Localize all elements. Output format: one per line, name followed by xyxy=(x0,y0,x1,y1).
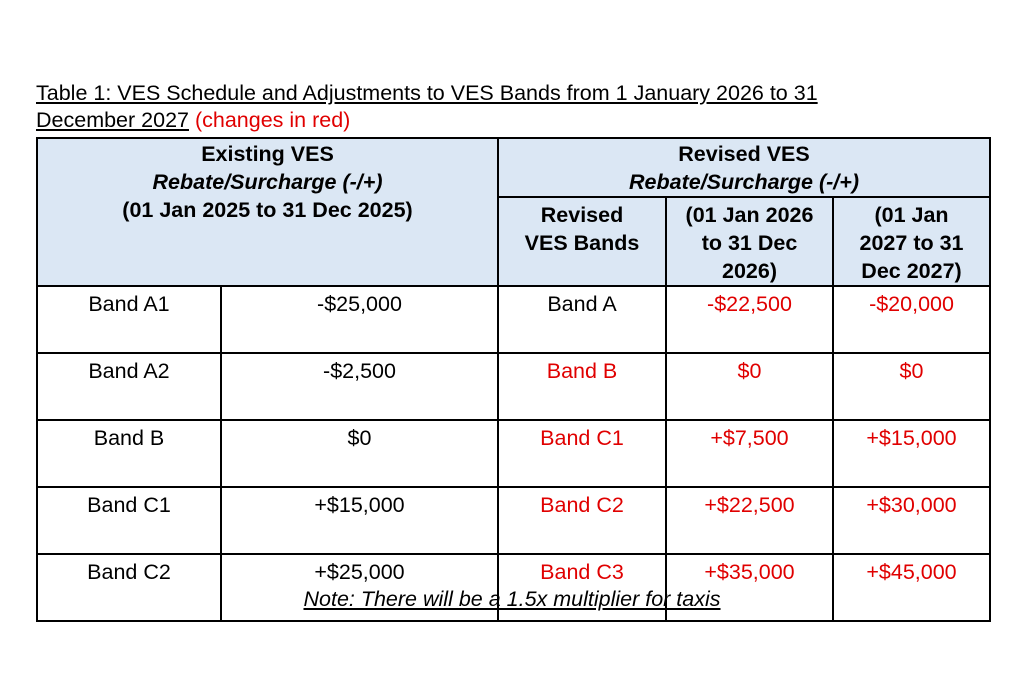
existing-band-cell: Band B xyxy=(37,420,221,487)
value-2026-cell: +$35,000 xyxy=(666,554,833,621)
revised-band-cell: Band A xyxy=(498,286,666,353)
existing-band-cell: Band A1 xyxy=(37,286,221,353)
table-row xyxy=(37,420,990,487)
ves-table xyxy=(36,137,991,622)
value-2027-cell: +$15,000 xyxy=(833,420,990,487)
revised-ves-subtitle: Rebate/Surcharge (-/+) xyxy=(629,170,859,194)
value-2027-cell: -$20,000 xyxy=(833,286,990,353)
existing-ves-title: Existing VES xyxy=(201,142,334,166)
value-2026-cell: +$22,500 xyxy=(666,487,833,554)
revised-band-cell: Band B xyxy=(498,353,666,420)
revised-band-cell: Band C1 xyxy=(498,420,666,487)
period-2027-header xyxy=(833,197,990,286)
existing-ves-period: (01 Jan 2025 to 31 Dec 2025) xyxy=(122,198,413,222)
value-2027-cell: +$45,000 xyxy=(833,554,990,621)
value-2026-cell: +$7,500 xyxy=(666,420,833,487)
value-2026-cell: $0 xyxy=(666,353,833,420)
taxi-multiplier-note: Note: There will be a 1.5x multiplier for taxis xyxy=(303,587,721,611)
existing-value-cell: +$25,000 xyxy=(221,554,498,621)
period-2026-header xyxy=(666,197,833,286)
existing-band-cell: Band C1 xyxy=(37,487,221,554)
existing-band-cell: Band C2 xyxy=(37,554,221,621)
period-2027-label: (01 Jan 2027 to 31 Dec 2027) xyxy=(859,203,964,283)
value-2026-cell: -$22,500 xyxy=(666,286,833,353)
existing-band-cell: Band A2 xyxy=(37,353,221,420)
existing-ves-subtitle: Rebate/Surcharge (-/+) xyxy=(152,170,383,194)
existing-value-cell: +$15,000 xyxy=(221,487,498,554)
revised-ves-title: Revised VES xyxy=(678,142,810,166)
existing-value-cell: -$2,500 xyxy=(221,353,498,420)
period-2026-label: (01 Jan 2026 to 31 Dec 2026) xyxy=(685,203,814,283)
caption-line2: December 2027 xyxy=(36,108,189,132)
revised-ves-header xyxy=(498,138,990,197)
revised-bands-header xyxy=(498,197,666,286)
value-2027-cell: +$30,000 xyxy=(833,487,990,554)
revised-bands-label: Revised VES Bands xyxy=(524,203,640,255)
value-2027-cell: $0 xyxy=(833,353,990,420)
existing-value-cell: $0 xyxy=(221,420,498,487)
table-row xyxy=(37,487,990,554)
existing-value-cell: -$25,000 xyxy=(221,286,498,353)
existing-ves-header xyxy=(37,138,498,286)
caption-changes-note: (changes in red) xyxy=(194,108,351,132)
table-row xyxy=(37,286,990,353)
revised-band-cell: Band C3 xyxy=(498,554,666,621)
header-row-1 xyxy=(37,138,990,197)
revised-band-cell: Band C2 xyxy=(498,487,666,554)
table-row xyxy=(37,353,990,420)
caption-line1: Table 1: VES Schedule and Adjustments to VES Bands from 1 January 2026 to 31 xyxy=(36,81,818,105)
table-caption xyxy=(36,80,956,134)
